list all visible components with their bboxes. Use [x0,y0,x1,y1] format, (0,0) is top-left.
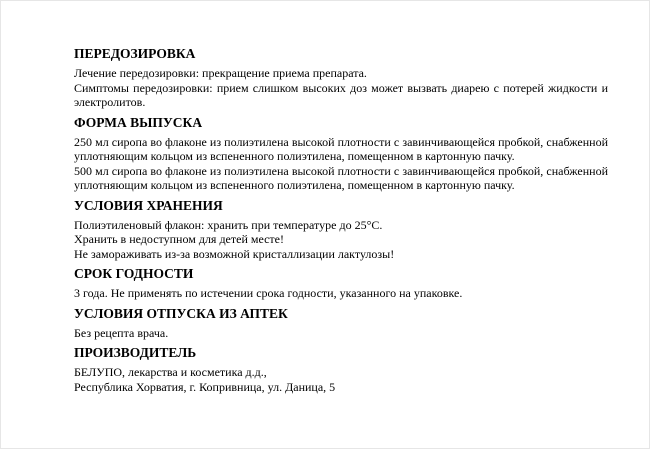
section-storage [74,198,608,262]
paragraph: Не замораживать из-за возможной кристаллизации лактулозы! [74,246,395,261]
paragraph: Без рецепта врача. [74,325,169,340]
paragraph: Лечение передозировки: прекращение приема препарата. [74,66,367,80]
paragraph: Симптомы передозировки: прием слишком высоких доз может вызвать диарею с потерей жидкости и электролитов. [74,80,608,109]
section-release-form [74,115,608,193]
section-shelf-life [74,266,608,301]
paragraph: 250 мл сиропа во флаконе из полиэтилена высокой плотности с завинчивающейся пробкой, снабженной уплотняющим кольцом из вспененного полиэтилена, помещенном в картонную пачку. [74,134,608,163]
section-overdose [74,46,608,110]
section-heading: ПРОИЗВОДИТЕЛЬ [74,345,197,360]
paragraph: Республика Хорватия, г. Копривница, ул. Даница, 5 [74,379,336,394]
paragraph: Полиэтиленовый флакон: хранить при температуре до 25°С. [74,217,383,232]
section-heading: ПЕРЕДОЗИРОВКА [74,46,196,61]
paragraph: 3 года. Не применять по истечении срока годности, указанного на упаковке. [74,286,463,300]
section-heading: ФОРМА ВЫПУСКА [74,114,203,130]
paragraph: БЕЛУПО, лекарства и косметика д.д., [74,365,267,379]
section-heading: СРОК ГОДНОСТИ [74,266,194,281]
paragraph: 500 мл сиропа во флаконе из полиэтилена высокой плотности с завинчивающейся пробкой, снабженной уплотняющим кольцом из вспененного полиэтилена, помещенном в картонную пачку. [74,163,608,192]
paragraph: Хранить в недоступном для детей месте! [74,232,284,246]
section-manufacturer [74,345,608,394]
section-heading: УСЛОВИЯ ХРАНЕНИЯ [74,197,223,213]
section-heading: УСЛОВИЯ ОТПУСКА ИЗ АПТЕК [74,305,288,321]
document-content [74,46,608,394]
section-dispensing [74,306,608,341]
